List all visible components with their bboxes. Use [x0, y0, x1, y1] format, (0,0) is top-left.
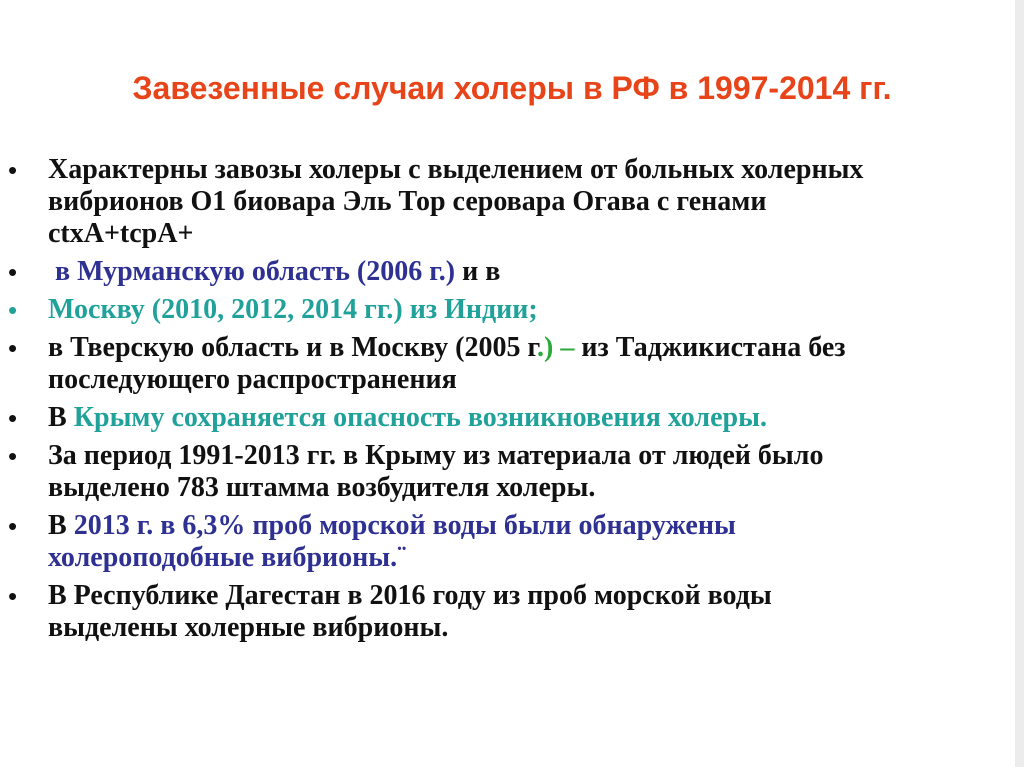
bullet-text: последующего распространения	[48, 364, 457, 395]
plain-text: из Таджикистана без	[574, 332, 846, 363]
bullet-icon: •	[8, 511, 18, 541]
bullet-icon: •	[8, 441, 18, 471]
bullet-text: холероподобные вибрионы.¨	[48, 542, 407, 573]
bullet-icon: •	[8, 403, 18, 433]
bullet-icon: •	[8, 155, 18, 185]
bullet-text: В Республике Дагестан в 2016 году из проб морской воды	[48, 580, 772, 611]
bullet-text	[48, 510, 1024, 542]
bullet-icon: •	[8, 581, 18, 611]
plain-text: .	[759, 402, 767, 433]
bullet-item-moscow-india	[0, 294, 1024, 326]
bullet-item-imports-characteristic	[0, 154, 1024, 250]
bullet-text: ctxA+tcpA+	[48, 218, 194, 249]
bullet-item-tver-tajikistan	[0, 332, 1024, 396]
bullet-text: вибрионов О1 биовара Эль Тор сероварa Огава с генами	[48, 186, 767, 217]
bullet-item-dagestan	[0, 580, 1024, 644]
slide-title: Завезенные случаи холеры в РФ в 1997-2014 гг.	[132, 70, 892, 106]
plain-text: и в	[455, 256, 501, 287]
bullet-text: выделено 783 штамма возбудителя холеры.	[48, 472, 596, 503]
bullet-text	[48, 402, 1024, 434]
highlight-text: в Мурманскую область (2006 г.)	[55, 256, 456, 287]
highlight-text: .) –	[537, 332, 575, 363]
bullet-item-crimea-danger	[0, 402, 1024, 434]
plain-text: в Тверскую область и в Москву (2005 г	[48, 332, 538, 363]
bullet-text	[48, 256, 1024, 288]
highlight-text: 2013 г. в 6,3% проб морской воды были обнаружены	[73, 510, 736, 541]
bullet-text: Характерны завозы холеры с выделением от больных холерных	[48, 154, 864, 185]
bullet-item-sea-water-2013	[0, 510, 1024, 574]
bullet-text: Москву (2010, 2012, 2014 гг.) из Индии;	[48, 294, 538, 325]
bullet-icon: •	[8, 257, 18, 287]
plain-text: В	[48, 510, 74, 541]
bullet-item-murmansk	[0, 256, 1024, 288]
bullet-icon: •	[8, 333, 18, 363]
bullet-icon: •	[8, 295, 18, 325]
highlight-text: Крыму сохраняется опасность возникновения холеры	[73, 402, 760, 433]
bullet-text: За период 1991-2013 гг. в Крыму из материала от людей было	[48, 440, 824, 471]
bullet-item-crimea-strains	[0, 440, 1024, 504]
bullet-text: выделены холерные вибрионы.	[48, 612, 449, 643]
plain-text: В	[48, 402, 74, 433]
bullet-list	[0, 154, 1024, 650]
bullet-text	[48, 332, 1024, 364]
